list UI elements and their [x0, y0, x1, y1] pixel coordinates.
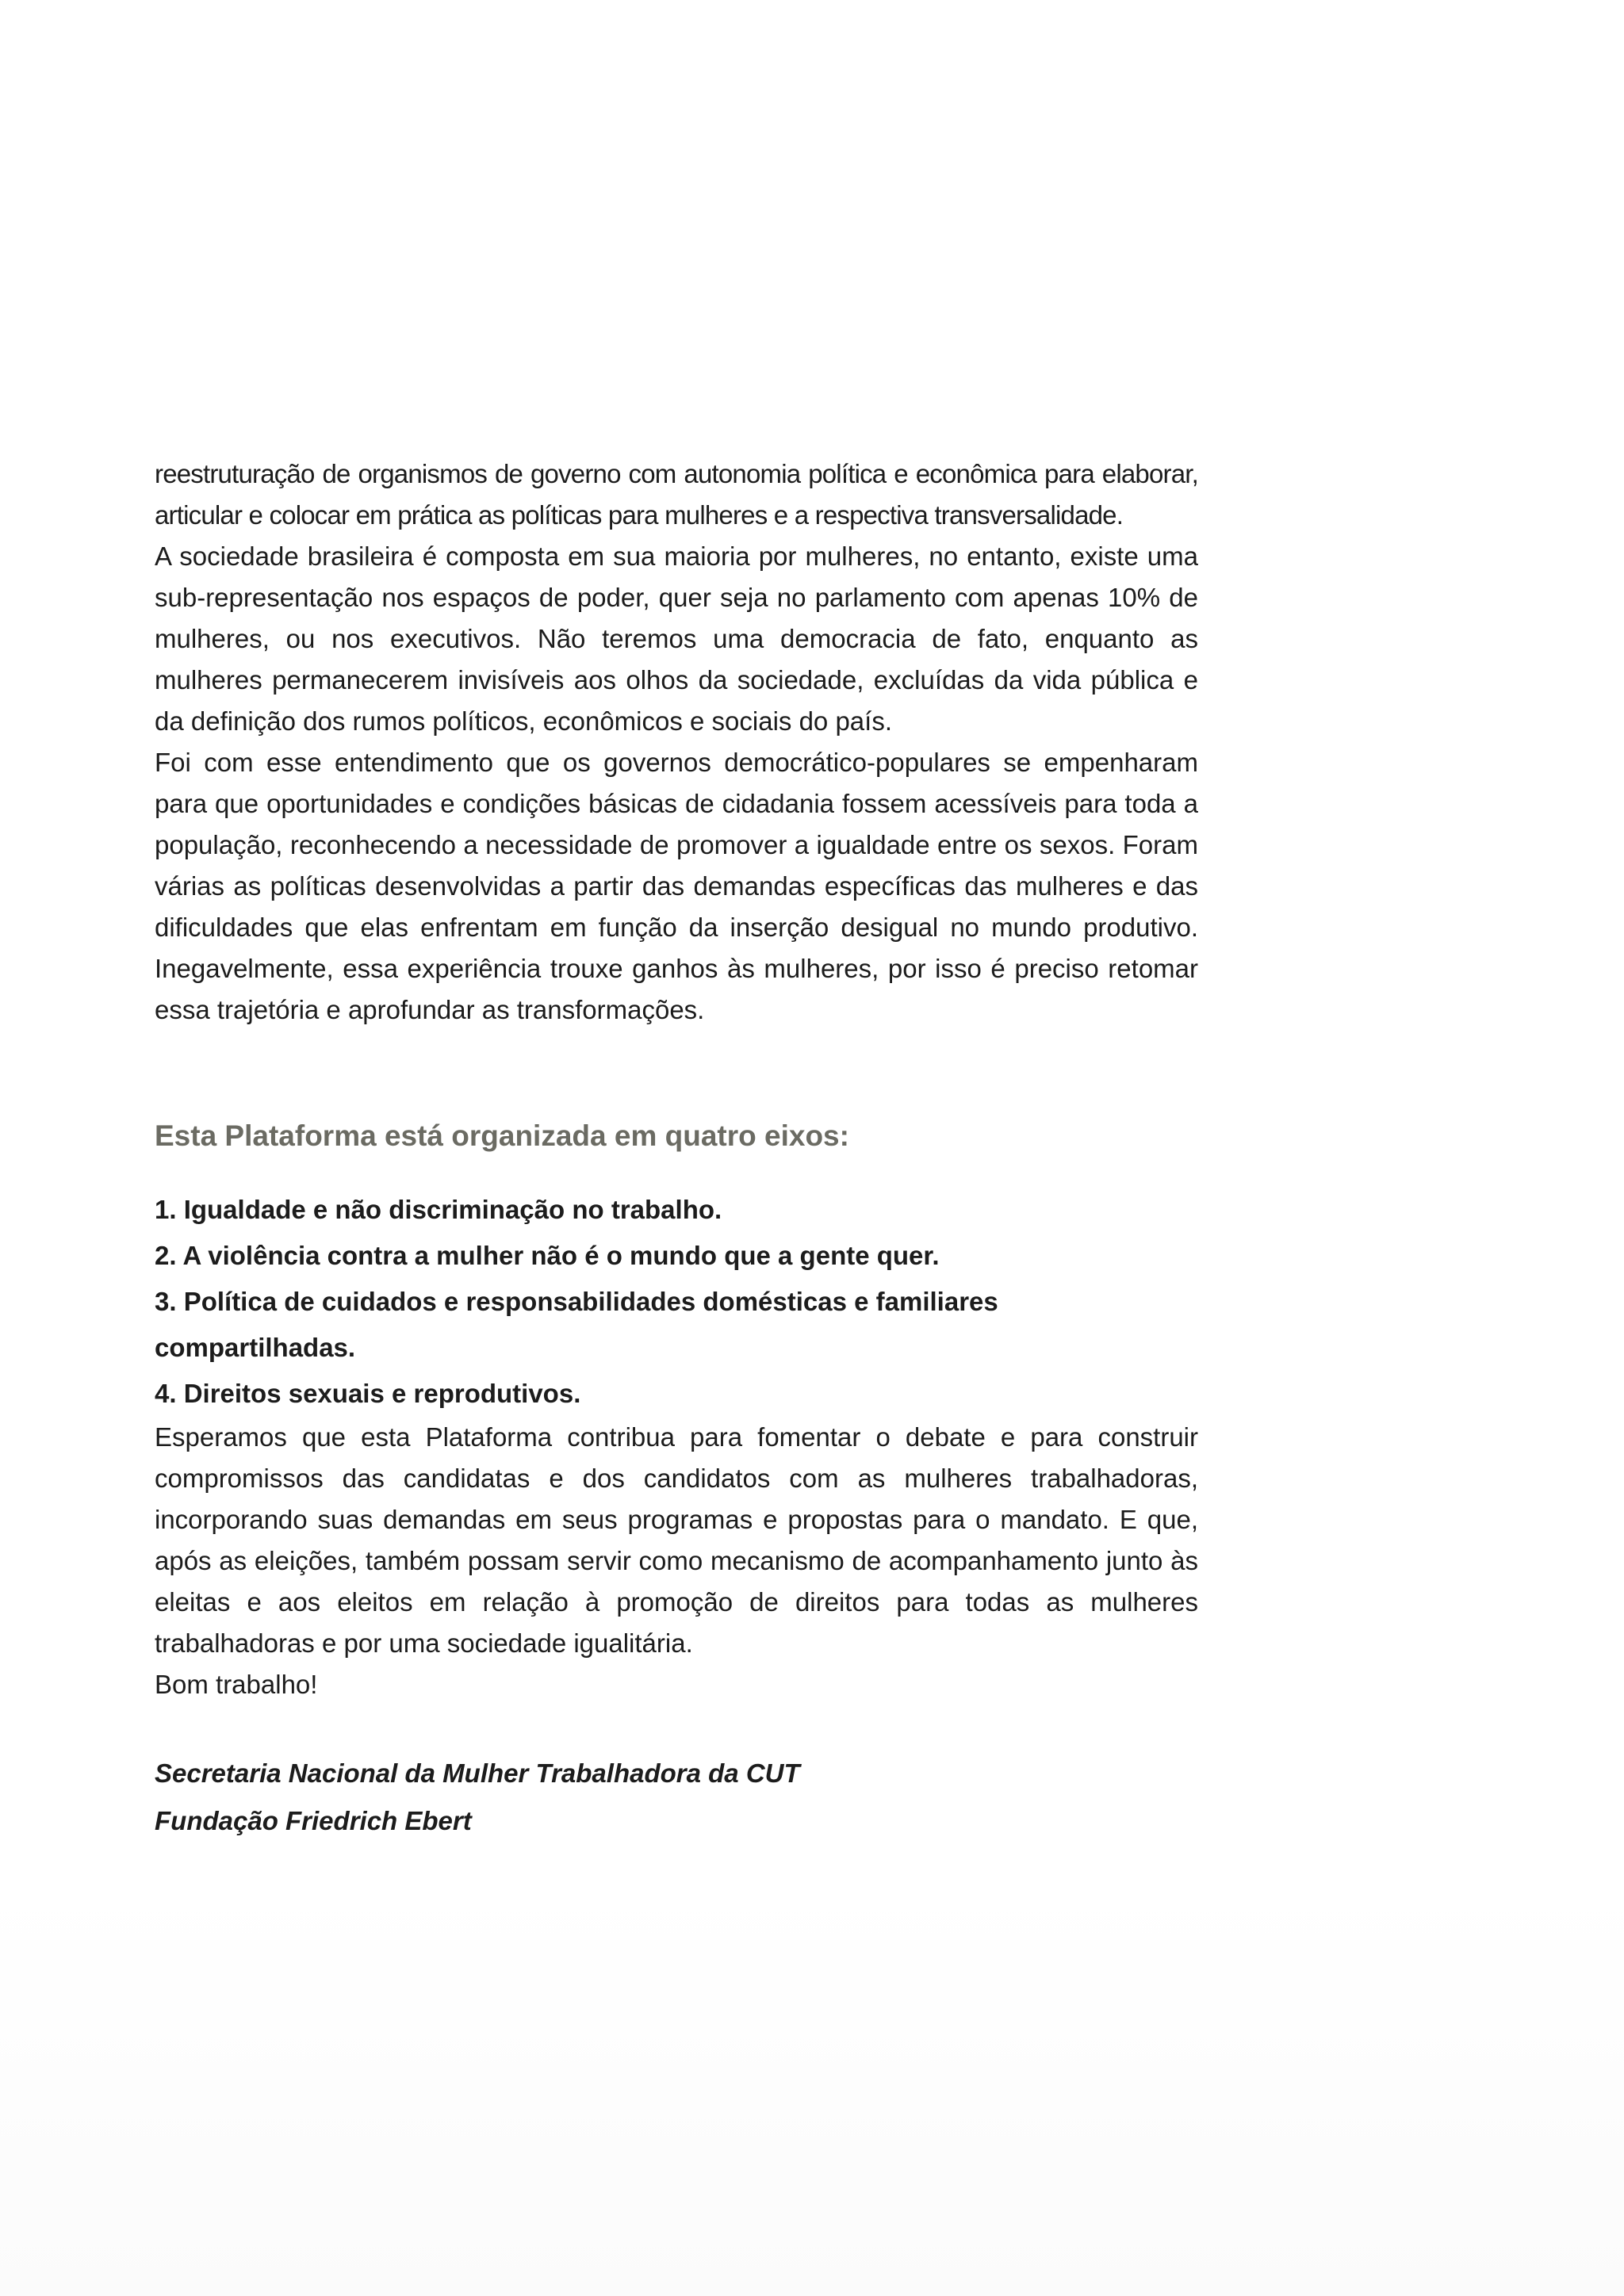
list-item: 2. A violência contra a mulher não é o mundo que a gente quer. [155, 1241, 940, 1270]
paragraph-continuation: reestruturação de organismos de governo com autonomia política e econômica para elaborar, articular e colocar em prática as políticas para mulheres e a respectiva transversalidade. [155, 459, 1198, 530]
list-item: 4. Direitos sexuais e reprodutivos. [155, 1379, 581, 1408]
signature-line-fes: Fundação Friedrich Ebert [155, 1806, 472, 1835]
list-item: 1. Igualdade e não discriminação no trabalho. [155, 1195, 722, 1224]
page-content [155, 453, 1198, 1845]
list-item: 3. Política de cuidados e responsabilidades domésticas e familiares compartilhadas. [155, 1287, 998, 1362]
paragraph-closing: Esperamos que esta Plataforma contribua para fomentar o debate e para construir compromissos das candidatas e dos candidatos com as mulheres trabalhadoras, incorporando suas demandas em seus programas e propostas para o mandato. E que, após as eleições, também possam servir como mecanismo de acompanhamento junto às eleitas e aos eleitos em relação à promoção de direitos para todas as mulheres trabalhadoras e por uma sociedade igualitária. [155, 1422, 1198, 1658]
greeting: Bom trabalho! [155, 1670, 318, 1699]
axes-list [155, 1187, 1198, 1417]
paragraph-representation: A sociedade brasileira é composta em sua maioria por mulheres, no entanto, existe uma sub-representação nos espaços de poder, quer seja no parlamento com apenas 10% de mulheres, ou nos executivos. Não teremos uma democracia de fato, enquanto as mulheres permanecerem invisíveis aos olhos da sociedade, excluídas da vida pública e da definição dos rumos políticos, econômicos e sociais do país. [155, 541, 1198, 736]
section-heading: Esta Plataforma está organizada em quatro eixos: [155, 1119, 849, 1152]
signature-block [155, 1750, 1198, 1845]
paragraph-governments: Foi com esse entendimento que os governos democrático-populares se empenharam para que oportunidades e condições básicas de cidadania fossem acessíveis para toda a população, reconhecendo a necessidade de promover a igualdade entre os sexos. Foram várias as políticas desenvolvidas a partir das demandas específicas das mulheres e das dificuldades que elas enfrentam em função da inserção desigual no mundo produtivo. Inegavelmente, essa experiência trouxe ganhos às mulheres, por isso é preciso retomar essa trajetória e aprofundar as transformações. [155, 748, 1198, 1024]
signature-line-cut: Secretaria Nacional da Mulher Trabalhadora da CUT [155, 1758, 800, 1788]
